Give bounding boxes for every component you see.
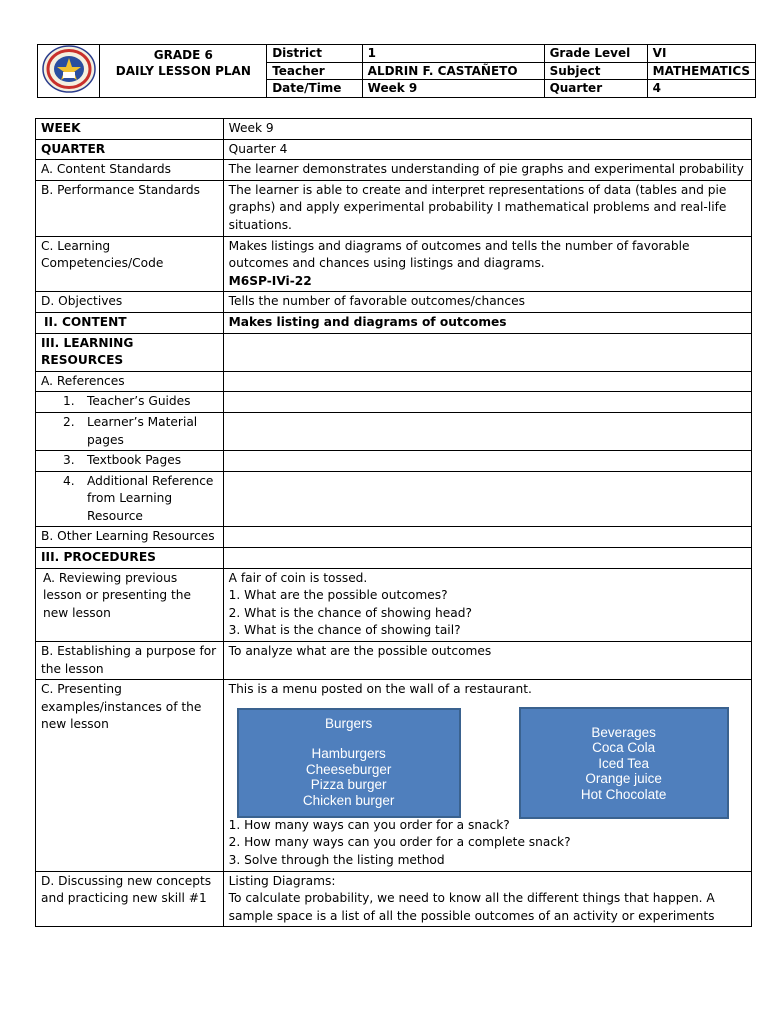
table-row <box>36 160 752 181</box>
list-item: 1. What are the possible outcomes? <box>228 588 448 603</box>
menu-item: Hamburgers <box>311 746 386 762</box>
header-title-cell <box>100 45 267 98</box>
list-item: 2. How many ways can you order for a complete snack? <box>228 835 571 850</box>
presenting-cell <box>223 680 751 871</box>
menu-item: Hot Chocolate <box>580 786 667 802</box>
ref-item-text: Teacher’s Guides <box>87 394 191 409</box>
competencies-label: C. Learning Competencies/Code <box>36 236 224 292</box>
content-standards-value: The learner demonstrates understanding of pie graphs and experimental probability <box>223 160 751 181</box>
week-label: WEEK <box>36 119 224 140</box>
presenting-intro: This is a menu posted on the wall of a restaurant. <box>228 682 532 697</box>
grade-title: GRADE 6 <box>153 48 213 62</box>
subject-label: Subject <box>544 62 647 80</box>
grade-level-label: Grade Level <box>544 45 647 63</box>
other-resources-label: B. Other Learning Resources <box>36 527 224 548</box>
menu-item: Pizza burger <box>310 777 387 793</box>
table-row <box>36 412 752 450</box>
content-label: II. CONTENT <box>36 312 224 333</box>
competencies-code: M6SP-IVi-22 <box>228 273 312 288</box>
competencies-cell <box>223 236 751 292</box>
purpose-label: B. Establishing a purpose for the lesson <box>36 642 224 680</box>
objectives-value: Tells the number of favorable outcomes/chances <box>223 292 751 313</box>
learning-resources-label: III. LEARNING RESOURCES <box>36 333 224 371</box>
lesson-plan-table <box>35 118 752 927</box>
ref-item: 3. Textbook Pages <box>36 451 224 472</box>
datetime-value: Week 9 <box>362 80 544 98</box>
procedures-label: III. PROCEDURES <box>36 548 224 569</box>
table-row <box>36 568 752 641</box>
ref-item: 2. Learner’s Material pages <box>36 412 224 450</box>
quarter-label: QUARTER <box>36 139 224 160</box>
table-row <box>36 871 752 927</box>
quarter-label: Quarter <box>544 80 647 98</box>
content-value: Makes listing and diagrams of outcomes <box>223 312 751 333</box>
performance-standards-label: B. Performance Standards <box>36 180 224 236</box>
purpose-value: To analyze what are the possible outcomes <box>223 642 751 680</box>
discussing-label: D. Discussing new concepts and practicing new skill #1 <box>36 871 224 927</box>
ref-item-text: Additional Reference from Learning Resource <box>87 473 214 523</box>
discussing-cell <box>223 871 751 927</box>
menu-item: Iced Tea <box>598 755 650 771</box>
table-row <box>36 680 752 871</box>
table-row <box>36 392 752 413</box>
ref-item: 4. Additional Reference from Learning Resource <box>36 471 224 527</box>
objectives-label: D. Objectives <box>36 292 224 313</box>
burgers-title: Burgers <box>325 715 373 731</box>
list-item: 1. How many ways can you order for a snack? <box>228 817 510 832</box>
ref-item-text: Learner’s Material pages <box>87 414 198 447</box>
content-standards-label: A. Content Standards <box>36 160 224 181</box>
table-row <box>36 312 752 333</box>
table-row <box>36 119 752 140</box>
table-row <box>36 292 752 313</box>
table-row <box>36 471 752 527</box>
table-row <box>36 548 752 569</box>
list-item: 2. What is the chance of showing head? <box>228 605 472 620</box>
district-value: 1 <box>362 45 544 63</box>
menu-item: Chicken burger <box>302 792 395 808</box>
discussing-text: To calculate probability, we need to know all the different things that happen. A sample space is a list of all the possible outcomes of an activity or experiments <box>228 891 715 923</box>
menu-item: Coca Cola <box>592 740 656 756</box>
subject-value: MATHEMATICS <box>647 62 755 80</box>
menu-item: Cheeseburger <box>305 761 392 777</box>
burgers-menu-box <box>237 708 461 818</box>
table-row <box>36 642 752 680</box>
reviewing-cell <box>223 568 751 641</box>
reviewing-label: A. Reviewing previous lesson or presenting the new lesson <box>36 568 224 641</box>
district-label: District <box>267 45 362 63</box>
list-item: 3. Solve through the listing method <box>228 853 445 867</box>
deped-seal-icon <box>41 45 97 93</box>
discussing-title: Listing Diagrams: <box>228 873 336 888</box>
performance-standards-value: The learner is able to create and interpret representations of data (tables and pie graphs) and apply experimental probability I mathematical problems and real-life situations. <box>223 180 751 236</box>
presenting-label: C. Presenting examples/instances of the new lesson <box>36 680 224 871</box>
beverages-title: Beverages <box>591 724 656 740</box>
plan-title: DAILY LESSON PLAN <box>115 64 251 78</box>
ref-item: 1. Teacher’s Guides <box>36 392 224 413</box>
competencies-value: Makes listings and diagrams of outcomes and tells the number of favorable outcomes and chances using listings and diagrams. <box>228 238 690 271</box>
table-row <box>36 333 752 371</box>
list-item: 3. What is the chance of showing tail? <box>228 623 461 638</box>
beverages-menu-box <box>519 707 729 819</box>
table-row <box>36 451 752 472</box>
week-value: Week 9 <box>223 119 751 140</box>
quarter-value: Quarter 4 <box>223 139 751 160</box>
list-item: A fair of coin is tossed. <box>228 570 368 585</box>
table-row <box>36 527 752 548</box>
menu-item: Orange juice <box>585 771 662 787</box>
grade-level-value: VI <box>647 45 755 63</box>
teacher-label: Teacher <box>267 62 362 80</box>
table-row <box>36 371 752 392</box>
ref-item-text: Textbook Pages <box>87 453 182 468</box>
references-label: A. References <box>36 371 224 392</box>
lesson-plan-header <box>37 44 756 98</box>
table-row <box>36 236 752 292</box>
datetime-label: Date/Time <box>267 80 362 98</box>
logo-cell <box>38 45 100 98</box>
menu-area <box>229 699 746 817</box>
teacher-value: ALDRIN F. CASTAÑETO <box>362 62 544 80</box>
table-row <box>36 180 752 236</box>
quarter-value: 4 <box>647 80 755 98</box>
table-row <box>36 139 752 160</box>
